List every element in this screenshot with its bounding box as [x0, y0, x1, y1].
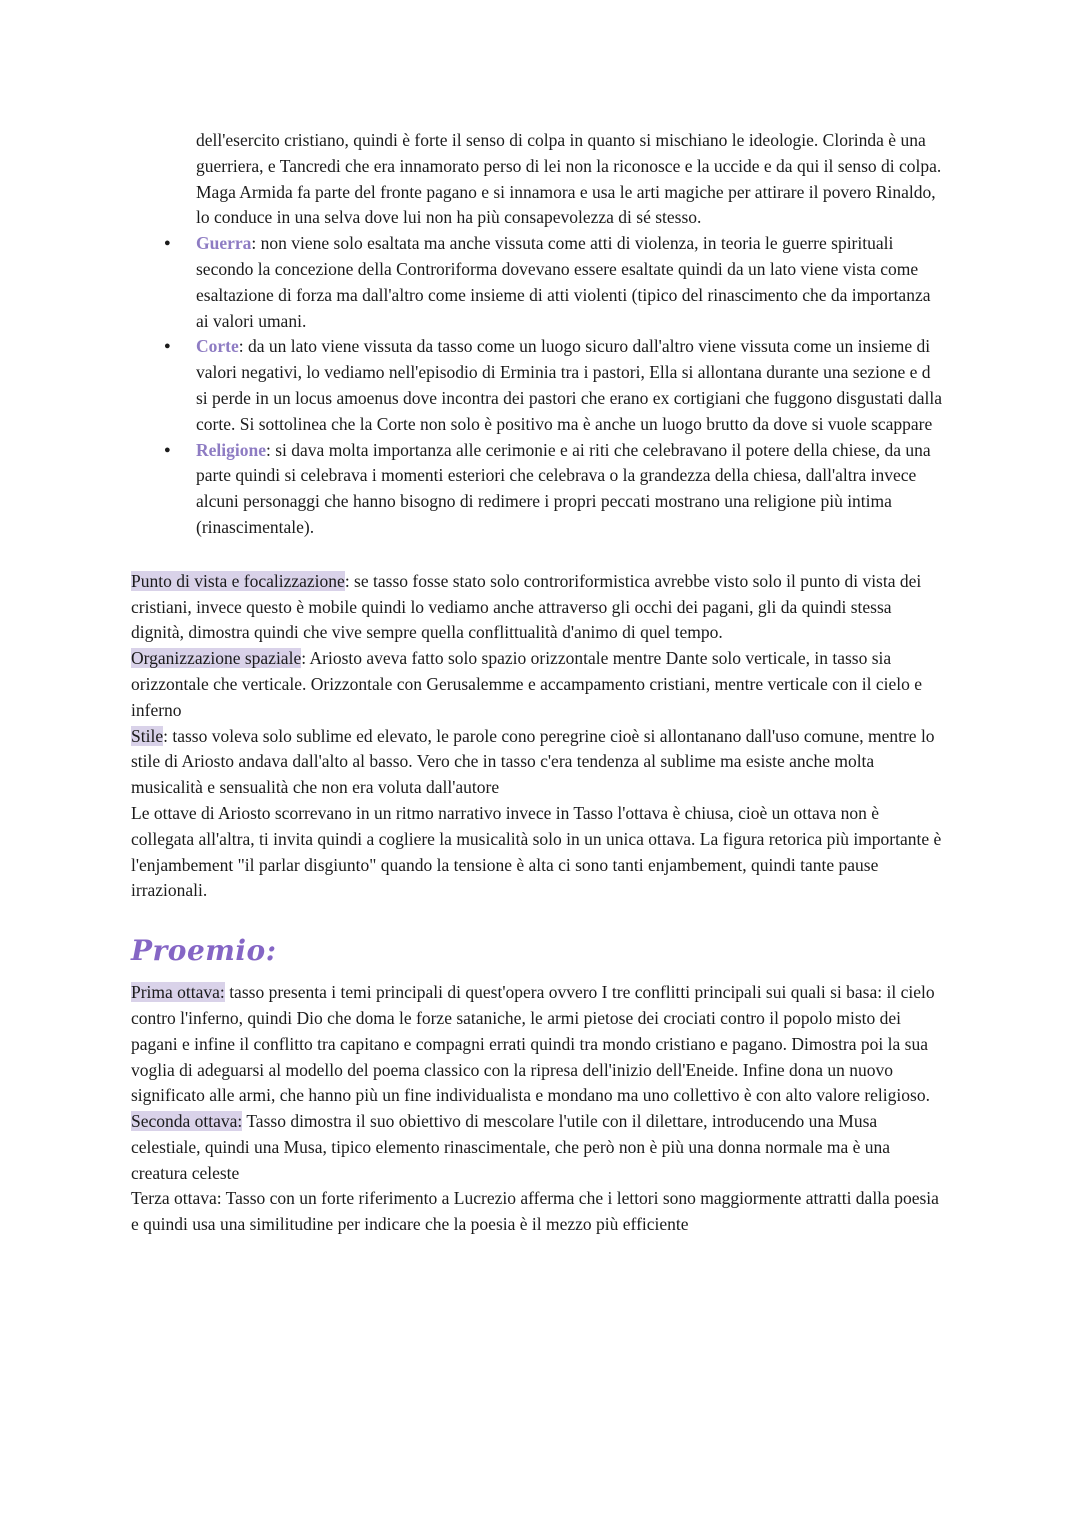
paragraph-text: Terza ottava: Tasso con un forte riferimento a Lucrezio afferma che i lettori sono maggiormente attratti dalla poesia e quindi usa una similitudine per indicare che la poesia è il mezzo più efficiente — [131, 1188, 939, 1235]
paragraph-prima-ottava — [131, 980, 946, 1109]
term-label-religione: Religione — [196, 439, 266, 460]
bullet-icon: ● — [164, 443, 171, 456]
highlight-label: Prima ottava: — [131, 982, 225, 1003]
bullet-body — [196, 440, 931, 537]
highlight-label: Punto di vista e focalizzazione — [131, 570, 345, 591]
paragraph-text: tasso presenta i temi principali di quest'opera ovvero I tre conflitti principali sui quali si basa: il cielo contro l'inferno, quindi Dio che doma le forze sataniche, le armi pietose dei crociati contro il popolo misto dei pagani e infine il conflitto tra capitano e compagni errati quindi tra mondo cristiano e pagano. Dimostra poi la sua voglia di adeguarsi al modello del poema classico con la ripresa dell'inizio dell'Eneide. Infine dona un nuovo significato alle armi, che hanno più un fine individualista e mondano ma uno collettivo è con alto valore religioso. — [131, 982, 935, 1106]
list-item-guerra — [131, 231, 946, 334]
paragraph-seconda-ottava — [131, 1109, 946, 1186]
highlight-label: Seconda ottava: — [131, 1111, 243, 1132]
bullet-body — [196, 336, 942, 433]
paragraph-organizzazione-spaziale — [131, 646, 946, 723]
paragraph-text: : tasso voleva solo sublime ed elevato, le parole cono peregrine cioè si allontanano dall'uso comune, mentre lo stile di Ariosto andava dall'alto al basso. Vero che in tasso c'era tendenza al sublime ma esiste anche molta musicalità e sensualità che non era voluta dall'autore — [131, 725, 935, 798]
themes-bullet-section — [131, 128, 946, 541]
paragraph-text: : se tasso fosse stato solo controriformistica avrebbe visto solo il punto di vista dei cristiani, invece questo è mobile quindi lo vediamo anche attraverso gli occhi dei pagani, gli da quindi stessa dignità, dimostra quindi che vive sempre quella conflittualità d'animo di quel tempo. — [131, 570, 922, 643]
bullet-icon: ● — [164, 340, 171, 353]
analysis-section — [131, 569, 946, 904]
paragraph-terza-ottava — [131, 1186, 946, 1238]
list-item-religione — [131, 438, 946, 541]
list-item-corte — [131, 334, 946, 437]
paragraph-text: Le ottave di Ariosto scorrevano in un ritmo narrativo invece in Tasso l'ottava è chiusa, cioè un ottava non è collegata all'altra, ti invita quindi a cogliere la musicalità solo in un unica ottava. La figura retorica più importante è l'enjambement "il parlar disgiunto" quando la tensione è alta ci sono tanti enjambement, quindi tante pause irrazionali. — [131, 802, 942, 901]
bullet-text: : da un lato viene vissuta da tasso come un luogo sicuro dall'altro viene vissuta come un insieme di valori negativi, lo vediamo nell'episodio di Erminia tra i pastori, Ella si allontana durante una sezione e d si perde in un locus amoenus dove incontra dei pastori che erano ex cortigiani che fuggono disgustati dalla corte. Si sottolinea che la Corte non solo è positivo ma è anche un luogo brutto da dove si vuole scappare — [196, 336, 942, 434]
paragraph-text: Tasso dimostra il suo obiettivo di mescolare l'utile con il dilettare, introducendo una Musa celestiale, quindi una Musa, tipico elemento rinascimentale, che però non è più una donna normale ma è una creatura celeste — [131, 1111, 891, 1183]
term-label-corte: Corte — [196, 336, 239, 357]
highlight-label: Stile — [131, 725, 164, 746]
bullet-continuation-text: dell'esercito cristiano, quindi è forte il senso di colpa in quanto si mischiano le ideologie. Clorinda è una guerriera, e Tancredi che era innamorato perso di lei non la riconosce e la uccide e da qui il senso di colpa. Maga Armida fa parte del fronte pagano e si innamora e usa le arti magiche per attirare il povero Rinaldo, lo conduce in una selva dove lui non ha più consapevolezza di sé stesso. — [196, 130, 942, 228]
proemio-section — [131, 980, 946, 1238]
bullet-body — [196, 233, 930, 330]
paragraph-text: : Ariosto aveva fatto solo spazio orizzontale mentre Dante solo verticale, in tasso sia orizzontale che verticale. Orizzontale con Gerusalemme e accampamento cristiani, mentre verticale con il cielo e inferno — [131, 648, 922, 720]
bullet-icon: ● — [164, 237, 171, 250]
term-label-guerra: Guerra — [196, 233, 252, 254]
paragraph-ottave — [131, 801, 946, 904]
bullet-list — [131, 231, 946, 541]
paragraph-punto-di-vista — [131, 569, 946, 646]
highlight-label: Organizzazione spaziale — [131, 648, 302, 669]
bullet-text: : si dava molta importanza alle cerimonie e ai riti che celebravano il potere della chiese, da una parte quindi si celebrava i momenti esteriori che celebrava o la grandezza della chiesa, dall'altra invece alcuni personaggi che hanno bisogno di redimere i propri peccati mostrano una religione più intima (rinascimentale). — [196, 439, 931, 537]
paragraph-stile — [131, 724, 946, 801]
bullet-text: : non viene solo esaltata ma anche vissuta come atti di violenza, in teoria le guerre spirituali secondo la concezione della Controriforma dovevano essere esaltate quindi da un lato viene vista come esaltazione di forza ma dall'altro come insieme di atti violenti (tipico del rinascimento che da importanza ai valori umani. — [196, 233, 931, 331]
section-heading-proemio: Proemio: — [131, 934, 277, 968]
